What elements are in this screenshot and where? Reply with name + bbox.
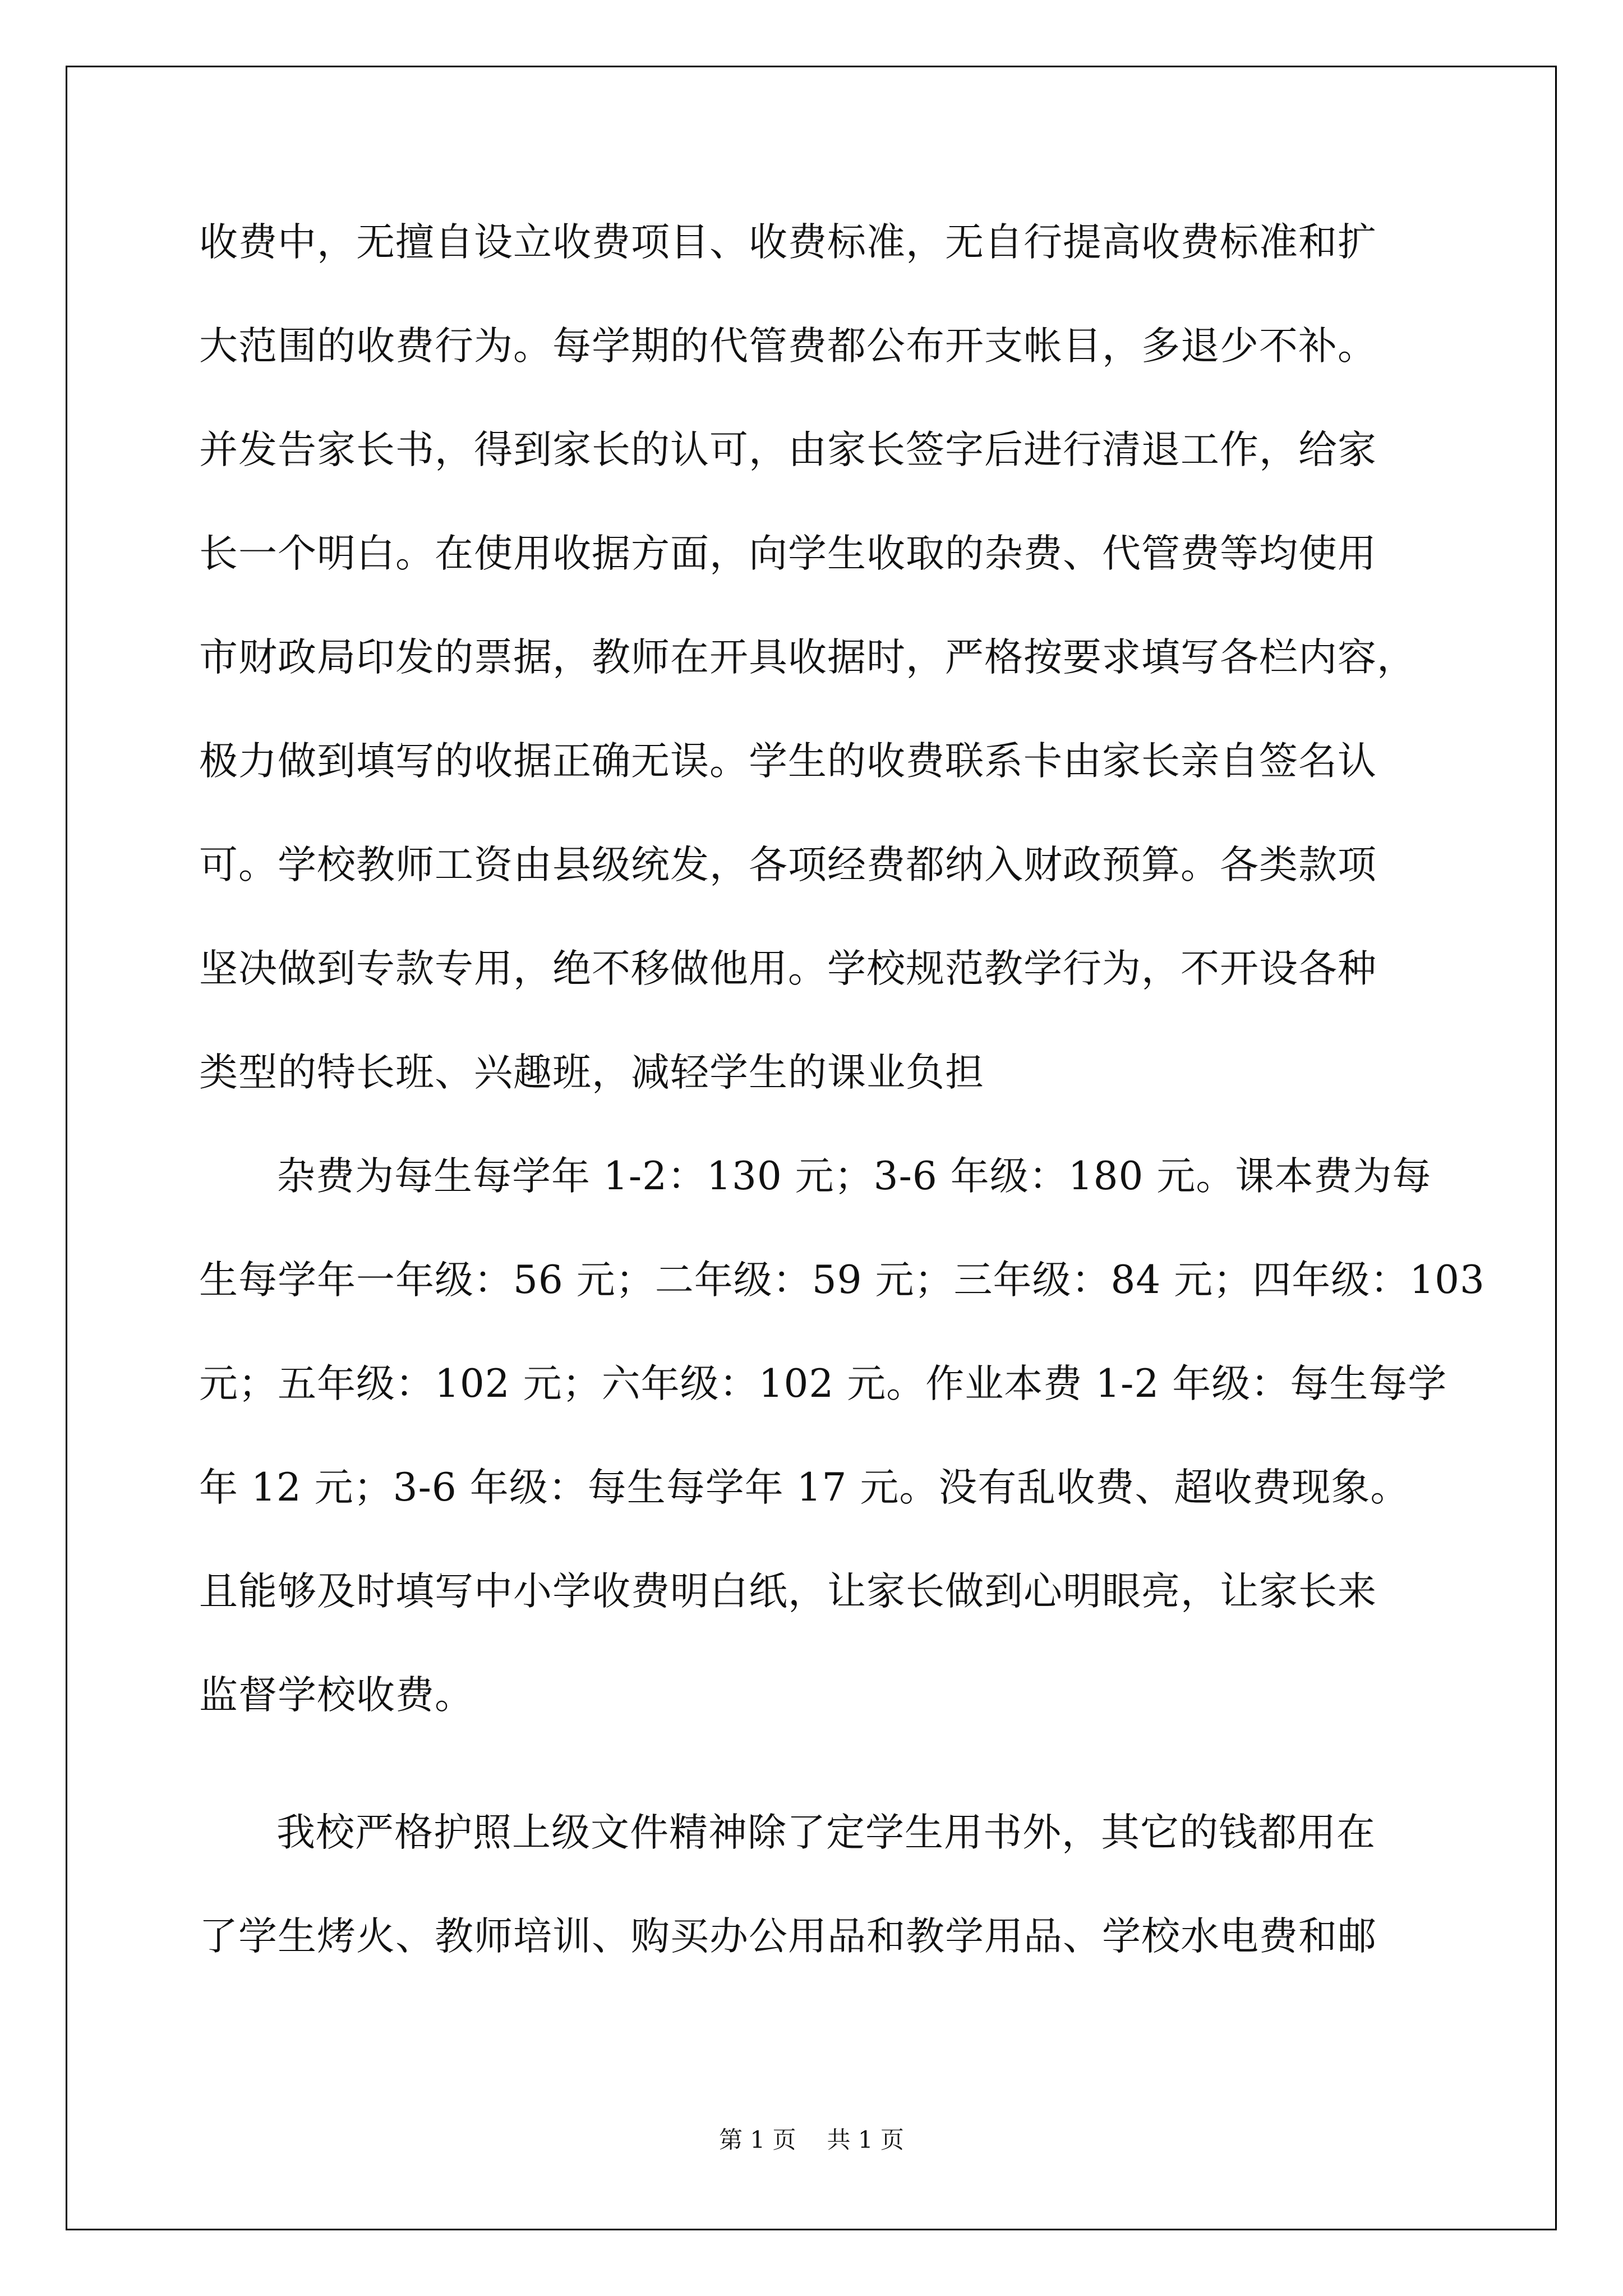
page-number: 第 1 页: [719, 2126, 796, 2154]
text-line: 年 12 元；3-6 年级：每生每学年 17 元。没有乱收费、超收费现象。: [199, 1465, 1410, 1510]
paragraph-spacer: [199, 1770, 1424, 1803]
text-line: 市财政局印发的票据，教师在开具收据时，严格按要求填写各栏内容，: [199, 635, 1416, 680]
text-line: 杂费为每生每学年 1-2：130 元；3-6 年级：180 元。课本费为每: [276, 1154, 1432, 1199]
text-line: 了学生烤火、教师培训、购买办公用品和教学用品、学校水电费和邮: [199, 1914, 1377, 1959]
text-line: 极力做到填写的收据正确无误。学生的收费联系卡由家长亲自签名认: [199, 739, 1377, 784]
text-line: 且能够及时填写中小学收费明白纸，让家长做到心明眼亮，让家长来: [199, 1569, 1377, 1614]
document-body: [199, 213, 1485, 2011]
paragraph-3: [199, 1803, 1424, 2011]
text-line: 类型的特长班、兴趣班，减轻学生的课业负担: [199, 1050, 984, 1095]
text-line: 坚决做到专款专用，绝不移做他用。学校规范教学行为，不开设各种: [199, 946, 1377, 991]
paragraph-2: [199, 1147, 1485, 1770]
text-line: 生每学年一年级：56 元；二年级：59 元；三年级：84 元；四年级：103: [199, 1258, 1485, 1303]
page-total: 共 1 页: [827, 2126, 904, 2154]
text-line: 长一个明白。在使用收据方面，向学生收取的杂费、代管费等均使用: [199, 531, 1377, 576]
text-line: 大范围的收费行为。每学期的代管费都公布开支帐目，多退少不补。: [199, 324, 1377, 369]
page-footer: [0, 2122, 1623, 2155]
text-line: 元；五年级：102 元；六年级：102 元。作业本费 1-2 年级：每生每学: [199, 1361, 1447, 1406]
text-line: 监督学校收费。: [199, 1673, 474, 1718]
text-line: 我校严格护照上级文件精神除了定学生用书外，其它的钱都用在: [276, 1810, 1376, 1855]
text-line: 并发告家长书，得到家长的认可，由家长签字后进行清退工作，给家: [199, 427, 1377, 472]
paragraph-1: [199, 213, 1424, 1147]
text-line: 收费中，无擅自设立收费项目、收费标准，无自行提高收费标准和扩: [199, 220, 1377, 265]
text-line: 可。学校教师工资由县级统发，各项经费都纳入财政预算。各类款项: [199, 843, 1377, 887]
